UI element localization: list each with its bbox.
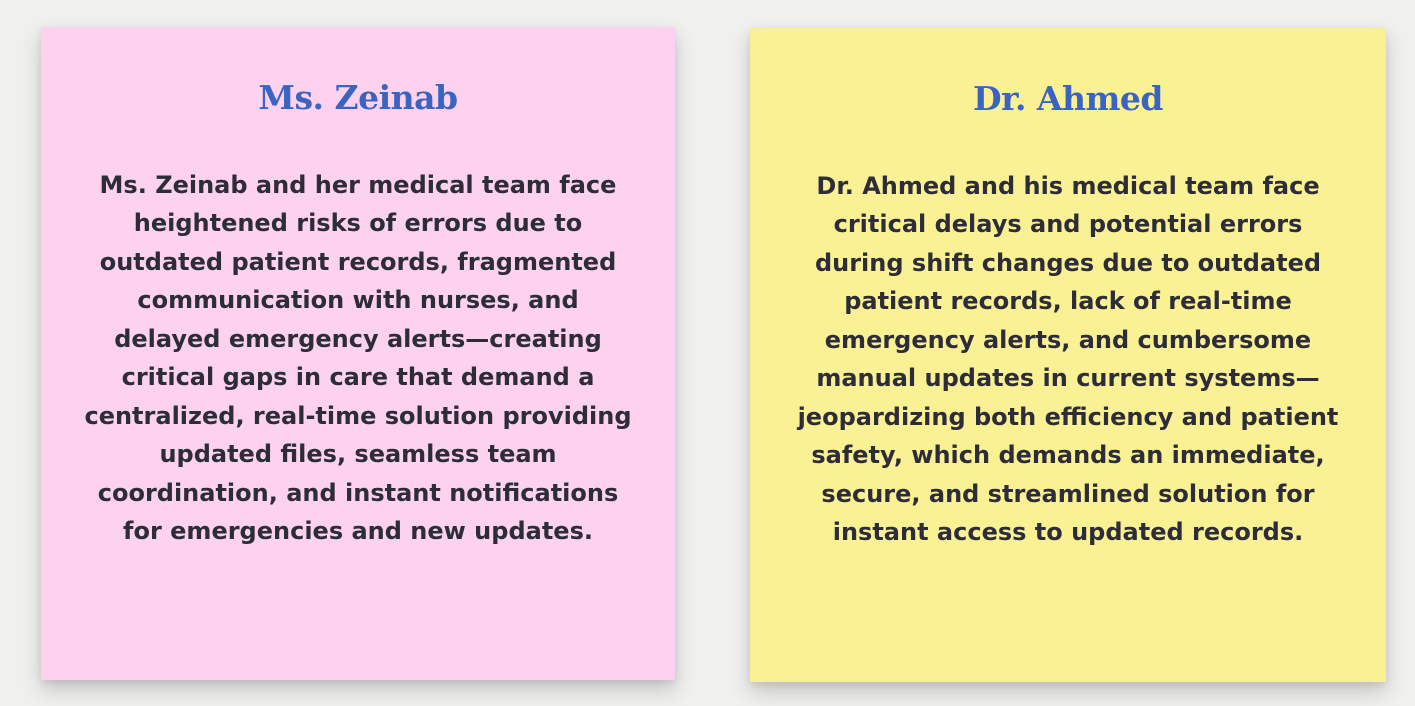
persona-card-title: Ms. Zeinab (258, 78, 458, 117)
persona-card-title: Dr. Ahmed (972, 79, 1164, 118)
persona-card-zeinab (41, 27, 675, 680)
persona-card-description: Ms. Zeinab and her medical team face heightened risks of errors due to outdated patient records, fragmented communication with nurses, and delayed emergency alerts—creating critical gaps in care that demand a centralized, real-time solution providing updated files, seamless team coordination, and instant notifications for emergencies and new updates. (84, 170, 632, 546)
persona-card-description: Dr. Ahmed and his medical team face critical delays and potential errors during shift changes due to outdated patient records, lack of real-time emergency alerts, and cumbersome manual updates in current systems—jeopardizing both efficiency and patient safety, which demands an immediate, secure, and streamlined solution for instant access to updated records. (797, 171, 1339, 547)
persona-card-ahmed (750, 28, 1386, 682)
